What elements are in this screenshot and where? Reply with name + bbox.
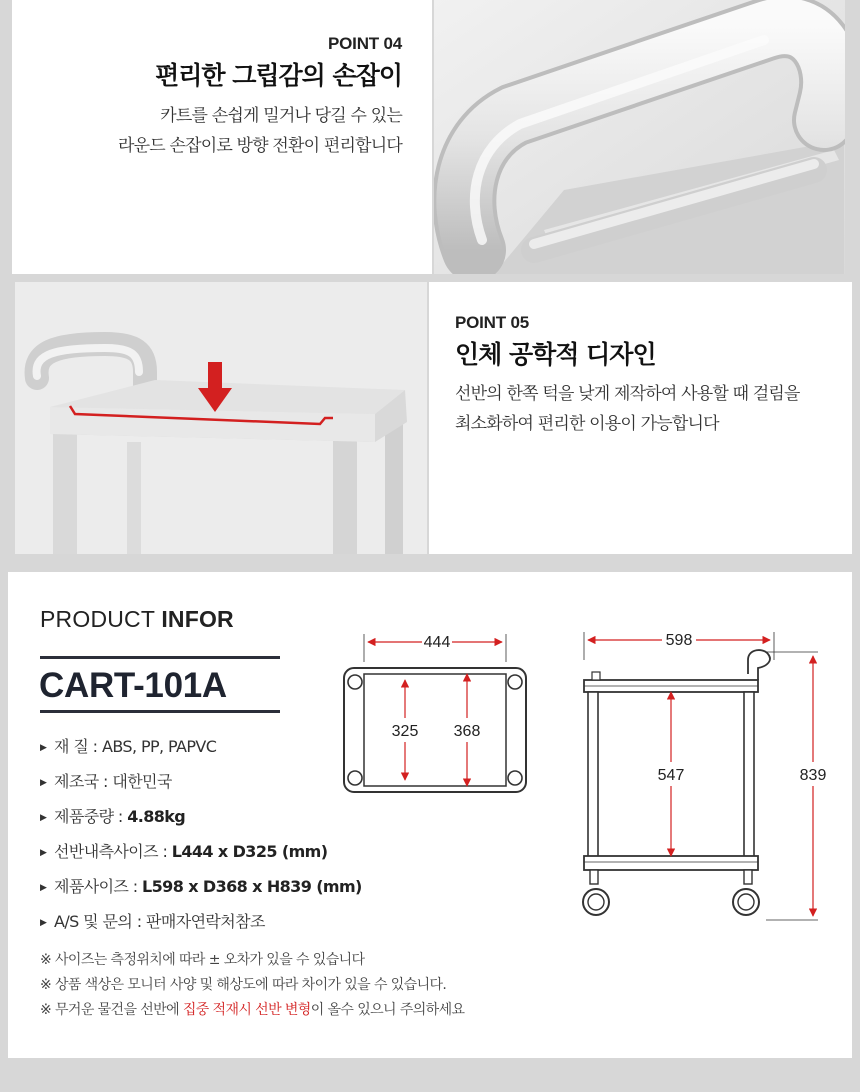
heading-regular: PRODUCT <box>40 606 155 632</box>
product-info-heading <box>40 606 234 633</box>
point5-label: POINT 05 <box>455 313 529 332</box>
top-view-diagram <box>338 624 538 804</box>
dim-height: 839 <box>799 767 827 784</box>
note-size-tolerance: ※ 사이즈는 측정위치에 따라 ± 오차가 있을 수 있습니다 <box>40 952 365 968</box>
product-info-panel <box>8 572 852 1058</box>
spec-product-size: ▶ 제품사이즈 : L598 x D368 x H839 (mm) <box>40 877 362 896</box>
note-color-difference: ※ 상품 색상은 모니터 사양 및 해상도에 따라 차이가 있을 수 있습니다. <box>40 977 447 993</box>
point4-text-cell <box>12 0 432 274</box>
point5-desc-line1: 선반의 한쪽 턱을 낮게 제작하여 사용할 때 걸림을 <box>455 384 800 404</box>
spec-weight: ▶ 제품중량 : 4.88kg <box>40 807 186 826</box>
model-name: CART-101A <box>39 666 227 705</box>
dim-outer-depth: 368 <box>453 723 481 740</box>
point5-text-cell <box>429 282 852 554</box>
spec-after-service: ▶ A/S 및 문의 : 판매자연락처참조 <box>40 912 265 931</box>
point5-title: 인체 공학적 디자인 <box>455 340 656 369</box>
spec-material: ▶ 재 질 : ABS, PP, PAPVC <box>40 737 217 756</box>
point5-desc-line2: 최소화하여 편리한 이용이 가능합니다 <box>455 414 719 434</box>
spec-list <box>40 734 362 944</box>
point4-title: 편리한 그립감의 손잡이 <box>155 61 402 90</box>
heading-bold: INFOR <box>161 606 234 632</box>
bullet-triangle-icon: ▶ <box>40 848 47 858</box>
bullet-triangle-icon: ▶ <box>40 918 47 928</box>
dim-inner-depth: 325 <box>391 723 419 740</box>
warning-highlight: 집중 적재시 선반 변형 <box>182 1002 311 1018</box>
point4-desc-line1: 카트를 손쉽게 밀거나 당길 수 있는 <box>160 106 402 126</box>
dim-top-width: 444 <box>423 634 451 651</box>
bullet-triangle-icon: ▶ <box>40 778 47 788</box>
note-load-warning: ※ 무거운 물건을 선반에 집중 적재시 선반 변형이 올수 있으니 주의하세요 <box>40 1002 465 1018</box>
bullet-triangle-icon: ▶ <box>40 883 47 893</box>
dim-side-width: 598 <box>665 632 693 649</box>
spec-shelf-inner-size: ▶ 선반내측사이즈 : L444 x D325 (mm) <box>40 842 328 861</box>
spec-origin: ▶ 제조국 : 대한민국 <box>40 772 172 791</box>
bullet-triangle-icon: ▶ <box>40 743 47 753</box>
point4-desc-line2: 라운드 손잡이로 방향 전환이 편리합니다 <box>118 136 402 156</box>
model-rule-bottom <box>40 710 280 713</box>
notes <box>40 948 464 1023</box>
dim-shelf-gap: 547 <box>657 767 685 784</box>
handle-closeup-illustration <box>434 0 845 274</box>
model-rule-top <box>40 656 280 659</box>
point4-label: POINT 04 <box>328 34 402 53</box>
side-view-diagram <box>568 624 838 924</box>
shelf-lip-image <box>15 282 427 554</box>
product-info-frame <box>0 568 860 1092</box>
bullet-triangle-icon: ▶ <box>40 813 47 823</box>
shelf-lip-illustration <box>15 282 427 554</box>
handle-closeup-image <box>434 0 845 274</box>
